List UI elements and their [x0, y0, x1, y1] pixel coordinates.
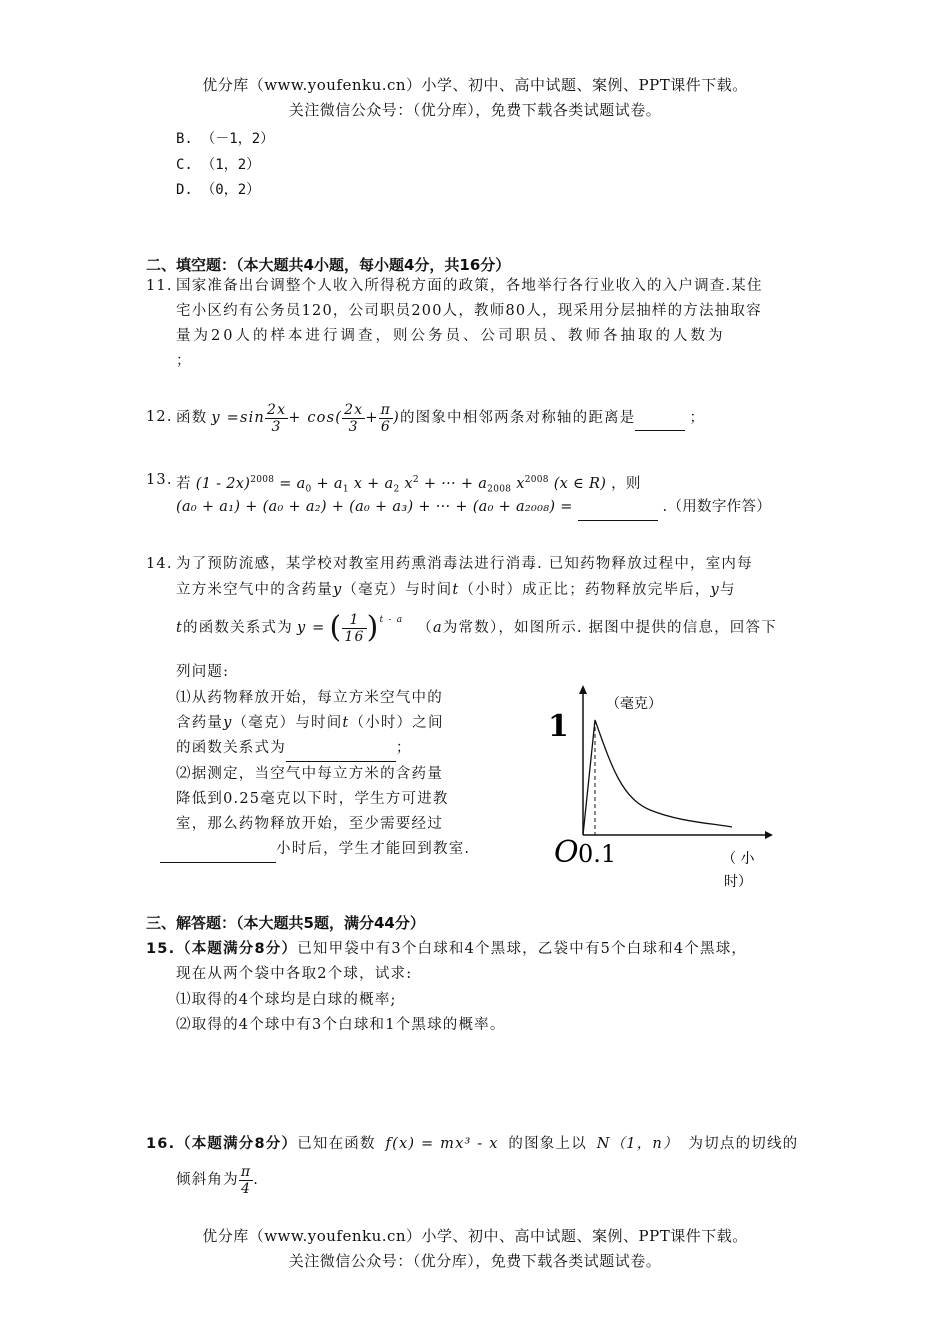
q14-blank-1 — [286, 736, 396, 762]
section-3-title: 三、解答题：（本大题共5题，满分44分） — [146, 914, 425, 932]
q15-line-1: （本题满分8分）已知甲袋中有3个白球和4个黑球，乙袋中有5个白球和4个黑球， — [176, 941, 748, 957]
q12-text: 函数 y =sin $\frac{2x}{3}$ + cos( $\frac{2x}{3}$ + $\frac{\pi}{6}$ ) 的图象中相邻两条对称轴的距离是 ； — [176, 401, 706, 435]
section-2-title: 二、填空题：（本大题共4小题，每小题4分，共16分） — [146, 256, 511, 274]
q15-part-1: ⑴取得的4个球均是白球的概率; — [176, 992, 397, 1008]
q15-number: 15. — [146, 941, 176, 957]
y-unit-label: （毫克） — [606, 696, 662, 712]
q13-answer-blank — [578, 495, 658, 521]
q13-number: 13. — [146, 472, 173, 488]
q16-line-2: 倾斜角为 $\frac{\pi}{4}$ . — [176, 1163, 260, 1197]
q13-line-2: (a₀ + a₁) + (a₀ + a₂) + (a₀ + a₃) + ··· + (a₀ + a₂₀₀₈) = .（用数字作答） — [176, 495, 771, 521]
q14-line-4: 列问题: — [176, 664, 230, 680]
q13-line-1: 若 $(1 - 2x)^{2008} = a_0 + a_1$ $x + a_2$ $x^2$ + ··· + $a_{2008}$ $x^{2008}$ (x ∈ R) ，则 — [176, 475, 641, 495]
q14-number: 14. — [146, 556, 173, 572]
q12-answer-blank — [635, 405, 685, 431]
q14-part2-end: 小时后，学生才能回到教室. — [160, 837, 470, 863]
y-tick-1: 1 — [548, 709, 569, 744]
q15-line-2: 现在从两个袋中各取2个球，试求: — [176, 966, 413, 982]
header-line-1: 优分库（www.youfenku.cn）小学、初中、高中试题、案例、PPT课件下载。 — [202, 76, 748, 94]
decay-graph — [540, 680, 780, 900]
y-axis-arrow — [579, 685, 587, 694]
q16-frac: $\frac{\pi}{4}$ — [240, 1163, 252, 1197]
footer-line-2: 关注微信公众号：（优分库），免费下载各类试题试卷。 — [288, 1252, 662, 1270]
q16-line-1: （本题满分8分）已知在函数 f(x) = mx³ - x 的图象上以 N（1，n） 为切点的切线的 — [176, 1136, 799, 1152]
option-d: D. （0，2） — [176, 182, 261, 198]
option-c: C. （1，2） — [176, 157, 261, 173]
decay-curve — [583, 720, 732, 835]
q12-frac-2: $\frac{2x}{3}$ — [344, 401, 364, 435]
q15-part-2: ⑵取得的4个球中有3个白球和1个黑球的概率。 — [176, 1017, 506, 1033]
x-unit-label-b: 时） — [724, 874, 752, 890]
header-line-2: 关注微信公众号：（优分库），免费下载各类试题试卷。 — [288, 101, 662, 119]
q14-line-1: 为了预防流感，某学校对教室用药熏消毒法进行消毒. 已知药物释放过程中，室内每 — [176, 556, 753, 572]
origin-label: O — [554, 835, 579, 870]
option-b: B. （－1，2） — [176, 131, 275, 147]
q14-line-3: t 的函数关系式为 y = ( $\frac{1}{16}$ ) $^{t - a}$ （ a 为常数），如图所示. 据图中提供的信息，回答下 — [176, 610, 777, 645]
q14-line-2: 立方米空气中的含药量y（毫克）与时间t（小时）成正比；药物释放完毕后，y与 — [176, 582, 736, 598]
x-unit-label-a: （ 小 — [722, 851, 755, 867]
q11-text: 国家准备出台调整个人收入所得税方面的政策，各地举行各行业收入的入户调查.某住 宅小区约有公务员120，公司职员200人，教师80人，现采用分层抽样的方法抽取容 量为20人的样本进行调查，则公务员、公司职员、教师各抽取的人数为 ； — [176, 278, 763, 369]
q12-frac-1: $\frac{2x}{3}$ — [266, 401, 287, 435]
q14-blank-2 — [160, 837, 276, 863]
q14-parts: ⑴从药物释放开始，每立方米空气中的 含药量y（毫克）与时间t（小时）之间 的函数关系式为 ； ⑵据测定，当空气中每立方米的含药量 降低到0.25毫克以下时，学生方可进教 室，那么药物释放开始，至少需要经过 — [176, 690, 449, 832]
q12-frac-3: $\frac{\pi}{6}$ — [380, 401, 392, 435]
x-tick-0-1: 0.1 — [578, 840, 617, 868]
q16-number: 16. — [146, 1136, 176, 1152]
q12-number: 12. — [146, 409, 173, 425]
q14-frac: $\frac{1}{16}$ — [344, 611, 365, 645]
footer-line-1: 优分库（www.youfenku.cn）小学、初中、高中试题、案例、PPT课件下载。 — [202, 1227, 748, 1245]
x-axis-arrow — [765, 831, 773, 839]
q11-number: 11. — [146, 278, 173, 294]
